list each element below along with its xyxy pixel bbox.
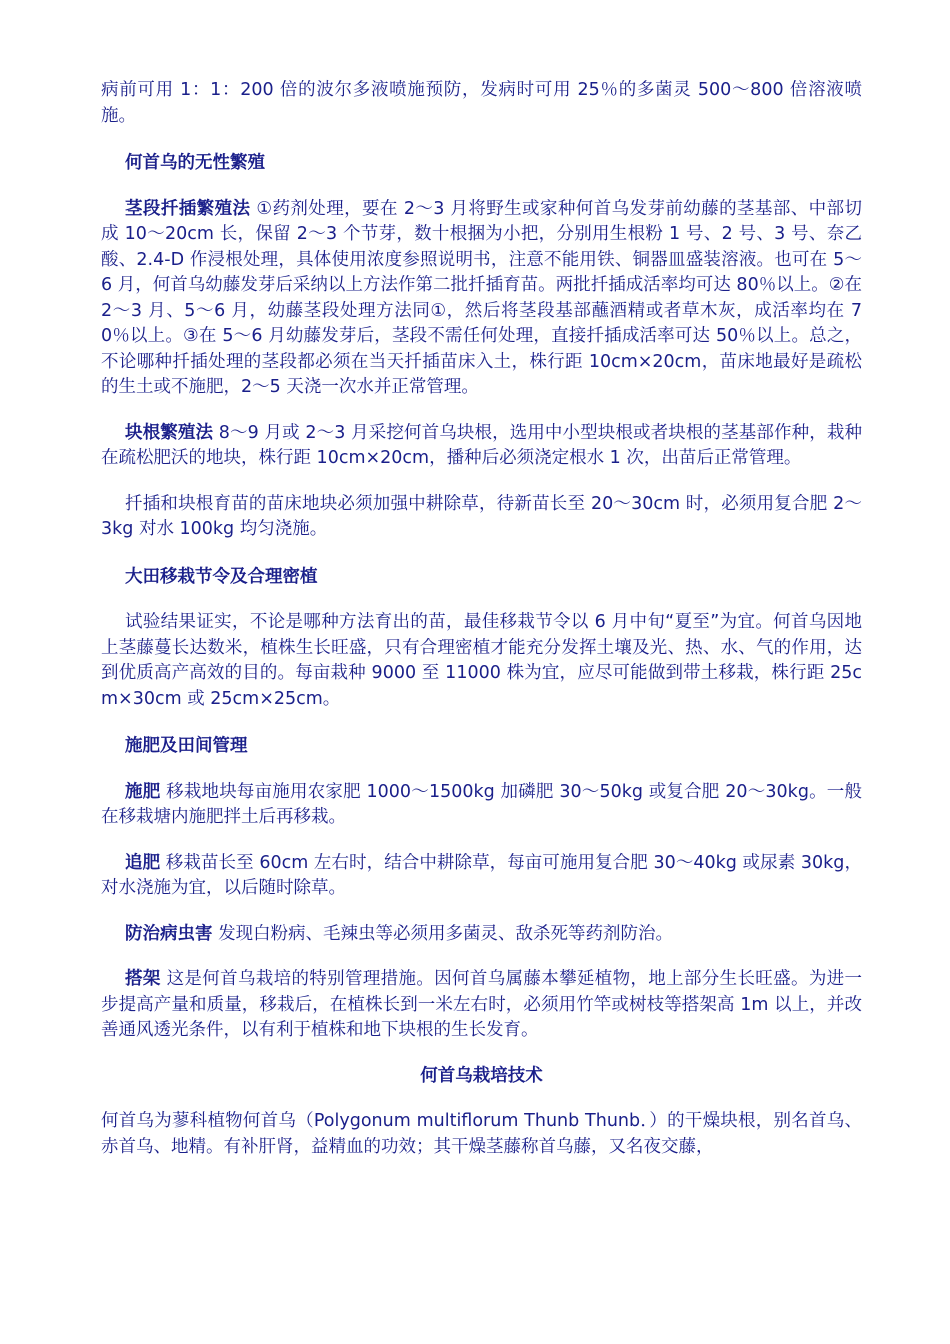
- heading-transplanting: 大田移栽节令及合理密植: [125, 566, 318, 587]
- paragraph-base-fertilizer: [101, 780, 862, 831]
- body-root-propagation: 8～9 月或 2～3 月采挖何首乌块根，选用中小型块根或者块根的茎基部作种，栽种在疏松肥沃的地块，株行距 10cm×20cm，播种后必须浇定根水 1 次，出苗后正常管理。: [101, 422, 862, 468]
- paragraph-root-propagation: [101, 421, 862, 472]
- lead-top-dressing: 追肥: [125, 852, 161, 873]
- paragraph-top-dressing: [101, 851, 862, 902]
- body-trellising: 这是何首乌栽培的特别管理措施。因何首乌属藤本攀延植物，地上部分生长旺盛。为进一步提高产量和质量，移栽后，在植株长到一米左右时，必须用竹竿或树枝等搭架高 1m 以上，并改善通风透光条件，以有利于植株和地下块根的生长发育。: [101, 969, 863, 1040]
- paragraph-trellising: [101, 967, 862, 1044]
- lead-root-propagation: 块根繁殖法: [125, 422, 214, 443]
- paragraph-disease-prevention: 病前可用 1：1：200 倍的波尔多液喷施预防，发病时可用 25％的多菌灵 500～800 倍溶液喷施。: [101, 80, 862, 126]
- lead-base-fertilizer: 施肥: [125, 781, 161, 802]
- lead-trellising: 搭架: [125, 969, 161, 989]
- lead-pest-control: 防治病虫害: [125, 923, 213, 944]
- body-base-fertilizer: 移栽地块每亩施用农家肥 1000～1500kg 加磷肥 30～50kg 或复合肥 20～30kg。一般在移栽塘内施肥拌土后再移栽。: [101, 781, 863, 827]
- body-stem-cutting: ①药剂处理，要在 2～3 月将野生或家种何首乌发芽前幼藤的茎基部、中部切成 10～20cm 长，保留 2～3 个节芽，数十根捆为小把，分别用生根粉 1 号、2 号、3 号、奈乙酸、2.4-D 作浸根处理，具体使用浓度参照说明书，注意不能用铁、铜器皿盛装溶液。也可在 5～6 月，何首乌幼藤发芽后采纳以上方法作第二批扦插育苗。两批扦插成活率均可达 80％以上。②在 2～3 月、5～6 月，幼藤茎段处理方法同①，然后将茎段基部蘸酒精或者草木灰，成活率均在 70％以上。③在 5～6 月幼藤发芽后，茎段不需任何处理，直接扦插成活率可达 50％以上。总之，不论哪种扦插处理的茎段都必须在当天扦插苗床入土，株行距 10cm×20cm，苗床地最好是疏松的生土或不施肥，2～5 天浇一次水并正常管理。: [101, 198, 862, 397]
- paragraph-introduction: 何首乌为蓼科植物何首乌（Polygonum multiflorum Thunb Thunb．）的干燥块根，别名首乌、赤首乌、地精。有补肝肾，益精血的功效；其干燥茎藤称首乌藤，又名夜交藤，: [101, 1111, 862, 1157]
- body-pest-control: 发现白粉病、毛辣虫等必须用多菌灵、敌杀死等药剂防治。: [212, 923, 674, 944]
- paragraph-transplanting: 试验结果证实，不论是哪种方法育出的苗，最佳移栽节令以 6 月中旬“夏至”为宜。何首乌因地上茎藤蔓长达数米，植株生长旺盛，只有合理密植才能充分发挥土壤及光、热、水、气的作用，达到优质高产高效的目的。每亩栽种 9000 至 11000 株为宜，应尽可能做到带土移栽，株行距 25cm×30cm 或 25cm×25cm。: [101, 612, 862, 709]
- heading-fertilization: 施肥及田间管理: [125, 736, 248, 756]
- heading-asexual-propagation: 何首乌的无性繁殖: [125, 153, 265, 173]
- body-top-dressing: 移栽苗长至 60cm 左右时，结合中耕除草，每亩可施用复合肥 30～40kg 或尿素 30kg，对水浇施为宜，以后随时除草。: [101, 852, 862, 898]
- paragraph-pest-control: [101, 922, 862, 948]
- section-title-cultivation: 何首乌栽培技术: [420, 1065, 543, 1086]
- paragraph-stem-cutting: [101, 197, 862, 401]
- lead-stem-cutting: 茎段扦插繁殖法: [125, 198, 251, 219]
- paragraph-seedbed-management: 扦插和块根育苗的苗床地块必须加强中耕除草，待新苗长至 20～30cm 时，必须用复合肥 2～3kg 对水 100kg 均匀浇施。: [101, 493, 862, 539]
